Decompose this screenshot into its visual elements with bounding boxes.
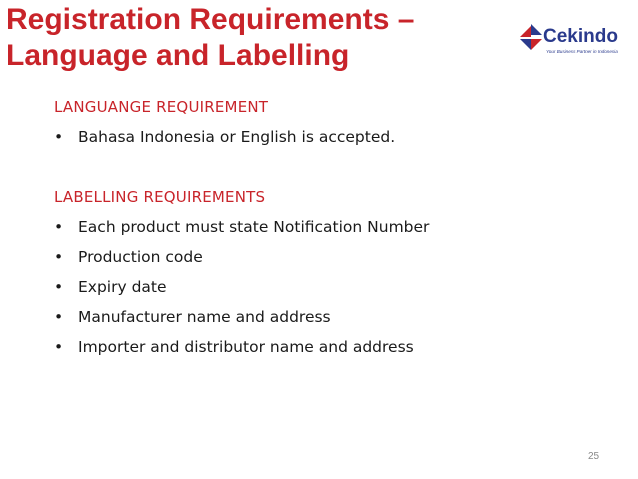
bullet-icon: • <box>54 218 64 236</box>
slide-body <box>54 92 614 362</box>
logo-mark-icon <box>516 22 546 52</box>
list-item-text: Importer and distributor name and address <box>78 338 414 356</box>
slide-title: Registration Requirements – Language and Labelling <box>6 3 415 72</box>
bullet-icon: • <box>54 278 64 296</box>
list-item <box>54 272 614 302</box>
list-item-text: Production code <box>78 248 203 266</box>
bullet-icon: • <box>54 338 64 356</box>
list-item <box>54 242 614 272</box>
section-spacer <box>54 152 614 182</box>
list-item <box>54 332 614 362</box>
page-number: 25 <box>588 451 600 462</box>
list-item-text: Bahasa Indonesia or English is accepted. <box>78 128 396 146</box>
bullet-icon: • <box>54 248 64 266</box>
logo-tagline: Your Business Partner in Indonesia <box>546 49 618 54</box>
list-item-text: Expiry date <box>78 278 167 296</box>
list-item <box>54 122 614 152</box>
logo-wordmark: Cekindo <box>543 26 618 47</box>
list-item-text: Manufacturer name and address <box>78 308 331 326</box>
company-logo <box>516 22 630 68</box>
section-heading-labelling: LABELLING REQUIREMENTS <box>54 188 266 206</box>
bullet-icon: • <box>54 128 64 146</box>
list-item-text: Each product must state Notification Number <box>78 218 430 236</box>
bullet-icon: • <box>54 308 64 326</box>
list-item <box>54 302 614 332</box>
section-heading-language: LANGUANGE REQUIREMENT <box>54 98 269 116</box>
list-item <box>54 212 614 242</box>
